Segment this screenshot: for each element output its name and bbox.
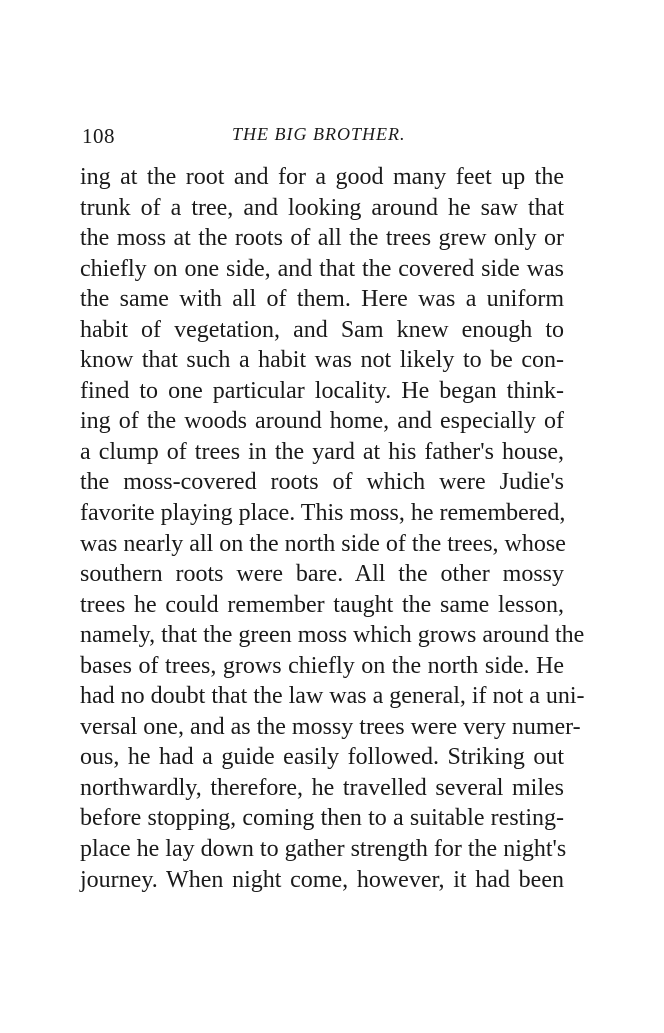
text-line: place he lay down to gather strength for the night's [80, 836, 567, 863]
running-head: THE BIG BROTHER. [232, 124, 406, 144]
text-line: northwardly, therefore, he travelled several miles [80, 774, 564, 801]
text-line: namely, that the green moss which grows around the [80, 622, 585, 649]
text-line: was nearly all on the north side of the trees, whose [80, 530, 566, 557]
page-number: 108 [82, 124, 115, 148]
text-line: favorite playing place. This moss, he remembered, [80, 500, 566, 527]
text-line: the moss-covered roots of which were Judie's [80, 469, 564, 496]
text-line: chiefly on one side, and that the covered side was [80, 255, 564, 282]
text-line: the same with all of them. Here was a uniform [80, 286, 564, 313]
text-line: habit of vegetation, and Sam knew enough to [80, 316, 564, 343]
text-line: before stopping, coming then to a suitable resting- [80, 805, 564, 832]
text-line: trunk of a tree, and looking around he saw that [80, 194, 564, 221]
text-line: ing of the woods around home, and especially of [80, 408, 564, 435]
text-line: a clump of trees in the yard at his father's house, [80, 438, 564, 465]
text-line: fined to one particular locality. He began think- [80, 377, 564, 404]
text-line: versal one, and as the mossy trees were very numer- [80, 713, 581, 740]
text-line: know that such a habit was not likely to be con- [80, 347, 564, 374]
text-line: ing at the root and for a good many feet up the [80, 164, 564, 190]
text-line: trees he could remember taught the same lesson, [80, 591, 564, 618]
text-line: journey. When night come, however, it had been [80, 866, 564, 893]
body-text [80, 162, 585, 895]
text-line: the moss at the roots of all the trees grew only or [80, 225, 564, 252]
text-line: southern roots were bare. All the other mossy [80, 561, 564, 588]
text-line: bases of trees, grows chiefly on the north side. He [80, 652, 564, 679]
page-header [80, 124, 564, 154]
text-line: had no doubt that the law was a general, if not a uni- [80, 683, 585, 710]
text-line: ous, he had a guide easily followed. Striking out [80, 744, 564, 771]
